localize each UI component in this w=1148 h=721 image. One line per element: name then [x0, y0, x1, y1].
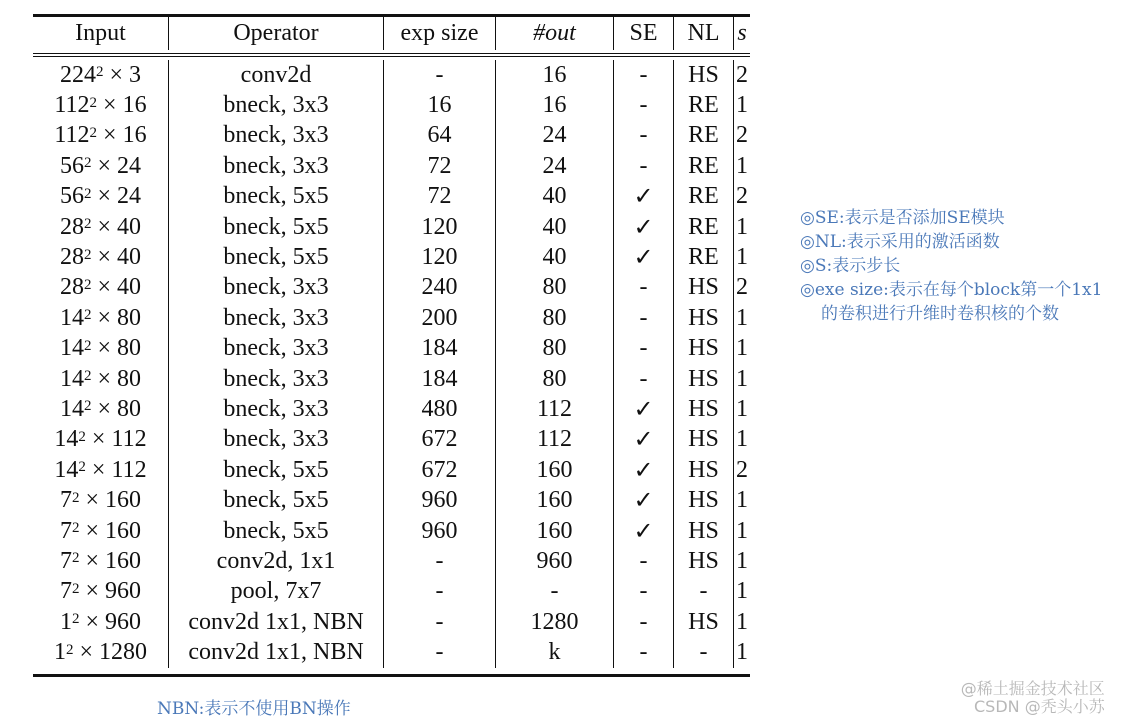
- cell-out: k: [496, 637, 614, 667]
- cell-out: 112: [496, 425, 614, 455]
- cell-s: 1: [736, 547, 748, 574]
- cell-s: 1: [736, 213, 748, 240]
- cell-input: 7 $^2$ × 960: [33, 577, 169, 607]
- cell-nl: RE: [674, 151, 734, 181]
- cell-input: 14 $^2$ × 112: [33, 455, 169, 485]
- cell-nl: HS: [674, 516, 734, 546]
- input-base: 1: [59, 608, 72, 635]
- table-row: [33, 607, 750, 637]
- cell-input: 28 $^2$ × 40: [33, 212, 169, 242]
- cell-exp-size: 240: [384, 273, 496, 303]
- table-row: [33, 425, 750, 455]
- cell-out: 160: [496, 455, 614, 485]
- cell-nl: RE: [674, 212, 734, 242]
- cell-s: 1: [736, 365, 748, 392]
- cell-input: 14 $^2$ × 80: [33, 303, 169, 333]
- cell-se: -: [614, 303, 674, 333]
- cell-exp-size: -: [384, 637, 496, 667]
- input-base: 7: [59, 487, 72, 514]
- header-input: Input: [33, 17, 169, 50]
- cell-exp-size: 672: [384, 425, 496, 455]
- cell-se: -: [614, 577, 674, 607]
- table-row: [33, 546, 750, 576]
- header-operator: Operator: [169, 17, 384, 50]
- cell-input: 28 $^2$ × 40: [33, 242, 169, 272]
- input-base: 7: [59, 517, 72, 544]
- cell-exp-size: 120: [384, 212, 496, 242]
- cell-s: 2: [736, 274, 748, 301]
- cell-se: ✓: [614, 242, 674, 272]
- cell-out: 80: [496, 364, 614, 394]
- cell-operator: bneck, 3x3: [169, 364, 384, 394]
- input-rest: × 112: [85, 456, 147, 483]
- header-s: s: [737, 20, 747, 46]
- table-row: [33, 273, 750, 303]
- cell-exp-size: 120: [384, 242, 496, 272]
- header-exp-size: exp size: [384, 17, 496, 50]
- cell-nl: HS: [674, 303, 734, 333]
- cell-exp-size: 184: [384, 364, 496, 394]
- cell-operator: bneck, 3x3: [169, 394, 384, 424]
- cell-exp-size: 16: [384, 90, 496, 120]
- cell-nl: HS: [674, 485, 734, 515]
- cell-s: 2: [736, 183, 748, 210]
- cell-input: 112 $^2$ × 16: [33, 121, 169, 151]
- input-base: 224: [59, 61, 96, 88]
- cell-nl: RE: [674, 121, 734, 151]
- cell-se: -: [614, 334, 674, 364]
- cell-se: ✓: [614, 516, 674, 546]
- input-rest: × 160: [79, 517, 142, 544]
- cell-input: 7 $^2$ × 160: [33, 546, 169, 576]
- input-rest: × 24: [91, 152, 142, 179]
- input-base: 112: [54, 122, 90, 149]
- cell-input: 7 $^2$ × 160: [33, 485, 169, 515]
- input-rest: × 16: [97, 92, 147, 119]
- input-base: 28: [59, 244, 84, 271]
- cell-se: -: [614, 364, 674, 394]
- cell-exp-size: -: [384, 607, 496, 637]
- cell-se: -: [614, 607, 674, 637]
- cell-operator: conv2d: [169, 60, 384, 90]
- cell-se: -: [614, 151, 674, 181]
- cell-exp-size: 480: [384, 394, 496, 424]
- cell-nl: HS: [674, 273, 734, 303]
- cell-se: -: [614, 637, 674, 667]
- input-rest: × 16: [97, 122, 147, 149]
- input-base: 14: [59, 365, 84, 392]
- cell-input: 14 $^2$ × 112: [33, 425, 169, 455]
- cell-se: -: [614, 121, 674, 151]
- cell-operator: bneck, 5x5: [169, 455, 384, 485]
- input-base: 28: [59, 213, 84, 240]
- cell-exp-size: 72: [384, 182, 496, 212]
- cell-nl: -: [674, 577, 734, 607]
- cell-operator: bneck, 3x3: [169, 273, 384, 303]
- input-rest: × 24: [91, 183, 142, 210]
- table-row: [33, 212, 750, 242]
- input-rest: × 80: [91, 395, 142, 422]
- cell-s: 1: [736, 639, 748, 666]
- cell-nl: HS: [674, 455, 734, 485]
- table-row: [33, 182, 750, 212]
- cell-se: -: [614, 90, 674, 120]
- table-row: [33, 485, 750, 515]
- cell-exp-size: 960: [384, 485, 496, 515]
- cell-operator: conv2d, 1x1: [169, 546, 384, 576]
- cell-input: 1 $^2$ × 960: [33, 607, 169, 637]
- cell-se: ✓: [614, 182, 674, 212]
- cell-operator: pool, 7x7: [169, 577, 384, 607]
- input-rest: × 80: [91, 365, 142, 392]
- cell-exp-size: 72: [384, 151, 496, 181]
- cell-out: 160: [496, 516, 614, 546]
- table-row: [33, 394, 750, 424]
- table-body: [33, 57, 750, 668]
- cell-out: 80: [496, 334, 614, 364]
- cell-out: 24: [496, 151, 614, 181]
- cell-s: 1: [736, 426, 748, 453]
- cell-nl: RE: [674, 182, 734, 212]
- cell-out: 80: [496, 303, 614, 333]
- cell-s: 1: [736, 152, 748, 179]
- cell-input: 1 $^2$ × 1280: [33, 637, 169, 667]
- input-rest: × 80: [91, 304, 142, 331]
- input-rest: × 160: [79, 487, 142, 514]
- cell-s: 2: [736, 456, 748, 483]
- legend-notes: [800, 206, 1102, 326]
- input-rest: × 3: [103, 61, 142, 88]
- cell-operator: bneck, 5x5: [169, 485, 384, 515]
- cell-out: 24: [496, 121, 614, 151]
- table-row: [33, 637, 750, 667]
- input-base: 7: [59, 547, 72, 574]
- cell-out: 16: [496, 60, 614, 90]
- cell-operator: bneck, 5x5: [169, 212, 384, 242]
- table-row: [33, 121, 750, 151]
- cell-exp-size: -: [384, 546, 496, 576]
- input-rest: × 960: [79, 578, 142, 605]
- input-base: 14: [59, 304, 84, 331]
- cell-se: -: [614, 60, 674, 90]
- cell-input: 56 $^2$ × 24: [33, 182, 169, 212]
- cell-se: ✓: [614, 485, 674, 515]
- cell-operator: bneck, 5x5: [169, 516, 384, 546]
- cell-out: 1280: [496, 607, 614, 637]
- cell-input: 56 $^2$ × 24: [33, 151, 169, 181]
- cell-s: 1: [736, 92, 748, 119]
- cell-input: 112 $^2$ × 16: [33, 90, 169, 120]
- cell-input: 7 $^2$ × 160: [33, 516, 169, 546]
- table-row: [33, 242, 750, 272]
- cell-nl: RE: [674, 242, 734, 272]
- cell-s: 2: [736, 122, 748, 149]
- cell-out: 40: [496, 212, 614, 242]
- cell-s: 1: [736, 487, 748, 514]
- cell-out: 80: [496, 273, 614, 303]
- cell-operator: bneck, 5x5: [169, 242, 384, 272]
- cell-se: -: [614, 273, 674, 303]
- cell-out: 960: [496, 546, 614, 576]
- cell-nl: -: [674, 637, 734, 667]
- cell-input: 14 $^2$ × 80: [33, 334, 169, 364]
- cell-nl: RE: [674, 90, 734, 120]
- cell-out: -: [496, 577, 614, 607]
- input-rest: × 40: [91, 244, 142, 271]
- cell-s: 2: [736, 61, 748, 88]
- table-header-row: [33, 17, 750, 50]
- cell-s: 1: [736, 608, 748, 635]
- table-row: [33, 577, 750, 607]
- cell-s: 1: [736, 517, 748, 544]
- cell-nl: HS: [674, 364, 734, 394]
- cell-exp-size: 960: [384, 516, 496, 546]
- cell-input: 28 $^2$ × 40: [33, 273, 169, 303]
- cell-nl: HS: [674, 546, 734, 576]
- input-rest: × 112: [85, 426, 147, 453]
- cell-s: 1: [736, 578, 748, 605]
- cell-nl: HS: [674, 60, 734, 90]
- cell-exp-size: -: [384, 60, 496, 90]
- table-row: [33, 364, 750, 394]
- cell-exp-size: -: [384, 577, 496, 607]
- header-nl: NL: [674, 17, 734, 50]
- cell-operator: conv2d 1x1, NBN: [169, 637, 384, 667]
- input-base: 14: [54, 456, 79, 483]
- cell-operator: conv2d 1x1, NBN: [169, 607, 384, 637]
- input-rest: × 960: [79, 608, 142, 635]
- cell-se: ✓: [614, 455, 674, 485]
- header-se: SE: [614, 17, 674, 50]
- note-exp-line1: ◎exe size:表示在每个block第一个1x1: [800, 280, 1103, 300]
- input-base: 112: [54, 92, 90, 119]
- cell-se: ✓: [614, 394, 674, 424]
- header-out: #out: [496, 17, 614, 50]
- cell-s: 1: [736, 304, 748, 331]
- cell-input: 14 $^2$ × 80: [33, 394, 169, 424]
- cell-out: 40: [496, 242, 614, 272]
- input-rest: × 1280: [73, 639, 148, 666]
- table-row: [33, 151, 750, 181]
- cell-nl: HS: [674, 607, 734, 637]
- cell-input: 14 $^2$ × 80: [33, 364, 169, 394]
- note-s: ◎S:表示步长: [800, 256, 901, 276]
- input-base: 14: [54, 426, 79, 453]
- cell-exp-size: 672: [384, 455, 496, 485]
- note-exp-line2: 的卷积进行升维时卷积核的个数: [821, 304, 1059, 324]
- cell-s: 1: [736, 335, 748, 362]
- architecture-table: [33, 14, 750, 677]
- cell-exp-size: 184: [384, 334, 496, 364]
- cell-se: ✓: [614, 212, 674, 242]
- watermark: [960, 680, 1105, 716]
- note-se: ◎SE:表示是否添加SE模块: [800, 208, 1005, 228]
- table-row: [33, 303, 750, 333]
- table-row: [33, 90, 750, 120]
- table-row: [33, 334, 750, 364]
- cell-s: 1: [736, 244, 748, 271]
- cell-operator: bneck, 3x3: [169, 425, 384, 455]
- input-rest: × 160: [79, 547, 142, 574]
- table-bottom-rule: [33, 674, 750, 677]
- cell-operator: bneck, 5x5: [169, 182, 384, 212]
- cell-out: 160: [496, 485, 614, 515]
- input-base: 56: [59, 152, 84, 179]
- input-base: 14: [59, 395, 84, 422]
- input-base: 28: [59, 274, 84, 301]
- cell-input: 224 $^2$ × 3: [33, 60, 169, 90]
- cell-operator: bneck, 3x3: [169, 334, 384, 364]
- cell-exp-size: 200: [384, 303, 496, 333]
- table-row: [33, 516, 750, 546]
- table-row: [33, 455, 750, 485]
- cell-operator: bneck, 3x3: [169, 90, 384, 120]
- cell-operator: bneck, 3x3: [169, 151, 384, 181]
- cell-se: ✓: [614, 425, 674, 455]
- cell-operator: bneck, 3x3: [169, 303, 384, 333]
- cell-nl: HS: [674, 334, 734, 364]
- nbn-note: NBN:表示不使用BN操作: [157, 699, 351, 719]
- watermark-line-1: @稀土掘金技术社区: [960, 679, 1105, 698]
- cell-nl: HS: [674, 394, 734, 424]
- table-row: [33, 60, 750, 90]
- input-base: 56: [59, 183, 84, 210]
- note-nl: ◎NL:表示采用的激活函数: [800, 232, 1000, 252]
- input-base: 14: [59, 335, 84, 362]
- cell-operator: bneck, 3x3: [169, 121, 384, 151]
- cell-nl: HS: [674, 425, 734, 455]
- cell-out: 16: [496, 90, 614, 120]
- cell-s: 1: [736, 395, 748, 422]
- cell-exp-size: 64: [384, 121, 496, 151]
- cell-out: 112: [496, 394, 614, 424]
- cell-se: -: [614, 546, 674, 576]
- input-base: 1: [53, 639, 66, 666]
- input-rest: × 40: [91, 274, 142, 301]
- input-rest: × 80: [91, 335, 142, 362]
- input-base: 7: [59, 578, 72, 605]
- watermark-line-2: CSDN @秃头小苏: [974, 697, 1105, 716]
- table-header-rule: [33, 53, 750, 54]
- input-rest: × 40: [91, 213, 142, 240]
- cell-out: 40: [496, 182, 614, 212]
